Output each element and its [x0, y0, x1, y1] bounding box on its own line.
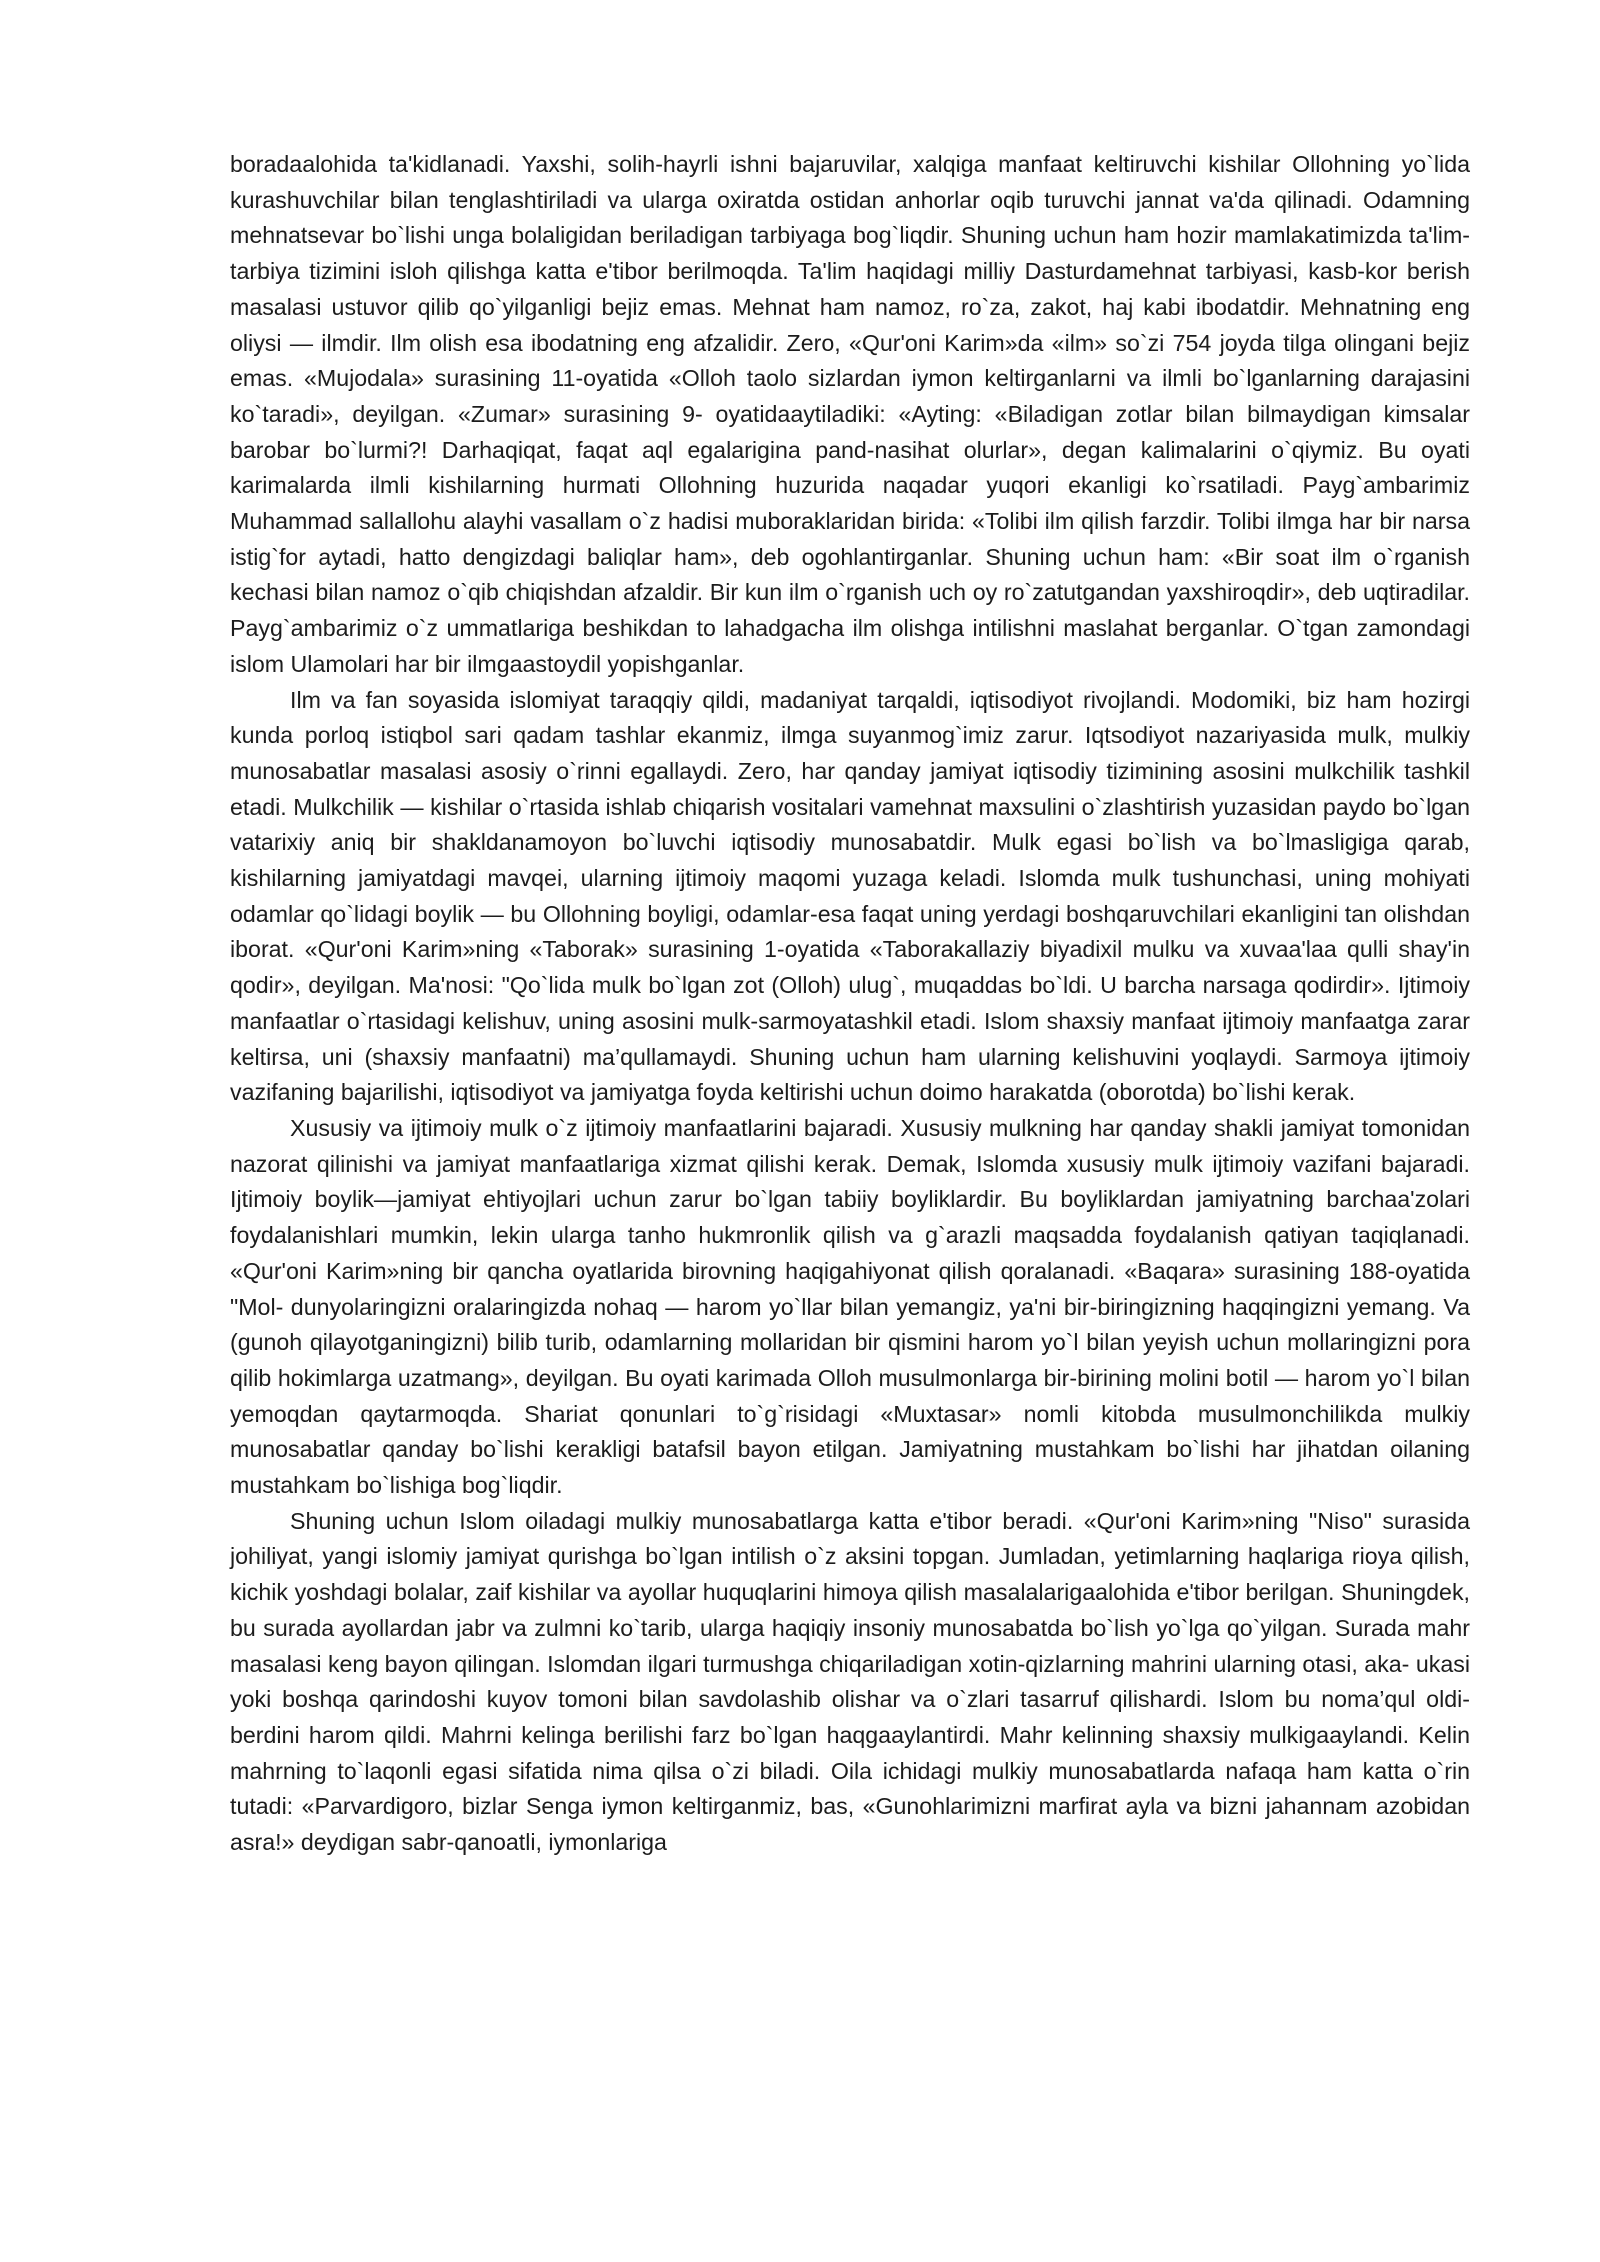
paragraph: Xususiy va ijtimoiy mulk o`z ijtimoiy manfaatlarini bajaradi. Xususiy mulkning har qanday shakli jamiyat tomonidan nazorat qilinishi va jamiyat manfaatlariga xizmat qilishi kerak. Demak, Islomda xususiy mulk ijtimoiy vazifani bajaradi. Ijtimoiy boylik—jamiyat ehtiyojlari uchun zarur bo`lgan tabiiy boyliklardir. Bu boyliklardan jamiyatning barchaa'zolari foydalanishlari mumkin, lekin ularga tanho hukmronlik qilish va g`arazli maqsadda foydalanish qatiyan taqiqlanadi. «Qur'oni Karim»ning bir qancha oyatlarida birovning haqigahiyonat qilish qoralanadi. «Baqara» surasining 188-oyatida "Mol- dunyolaringizni oralaringizda nohaq — harom yo`llar bilan yemangiz, ya'ni bir-biringizning haqqingizni yemang. Va (gunoh qilayotganingizni) bilib turib, odamlarning mollaridan bir qismini harom yo`l bilan yeyish uchun mollaringizni pora qilib hokimlarga uzatmang», deyilgan. Bu oyati karimada Olloh musulmonlarga bir-birining molini botil — harom yo`l bilan yemoqdan qaytarmoqda. Shariat qonunlari to`g`risidagi «Muxtasar» nomli kitobda musulmonchilikda mulkiy munosabatlar qanday bo`lishi kerakligi batafsil bayon etilgan. Jamiyatning mustahkam bo`lishi har jihatdan oilaning mustahkam bo`lishiga bog`liqdir. [230, 1114, 1470, 1499]
document-page [230, 147, 1470, 1861]
paragraph: boradaalohida ta'kidlanadi. Yaxshi, solih-hayrli ishni bajaruvilar, xalqiga manfaat keltiruvchi kishilar Ollohning yo`lida kurashuvchilar bilan tenglashtiriladi va ularga oxiratda ostidan anhorlar oqib turuvchi jannat va'da qilinadi. Odamning mehnatsevar bo`lishi unga bolaligidan beriladigan tarbiyaga bog`liqdir. Shuning uchun ham hozir mamlakatimizda ta'lim-tarbiya tizimini isloh qilishga katta e'tibor berilmoqda. Ta'lim haqidagi milliy Dasturdamehnat tarbiyasi, kasb-kor berish masalasi ustuvor qilib qo`yilganligi bejiz emas. Mehnat ham namoz, ro`za, zakot, haj kabi ibodatdir. Mehnatning eng oliysi — ilmdir. Ilm olish esa ibodatning eng afzalidir. Zero, «Qur'oni Karim»da «ilm» so`zi 754 joyda tilga olingani bejiz emas. «Mujodala» surasining 11-oyatida «Olloh taolo sizlardan iymon keltirganlarni va ilmli bo`lganlarning darajasini ko`taradi», deyilgan. «Zumar» surasining 9- oyatidaaytiladiki: «Ayting: «Biladigan zotlar bilan bilmaydigan kimsalar barobar bo`lurmi?! Darhaqiqat, faqat aql egalarigina pand-nasihat olurlar», degan kalimalarini o`qiymiz. Bu oyati karimalarda ilmli kishilarning hurmati Ollohning huzurida naqadar yuqori ekanligi ko`rsatiladi. Payg`ambarimiz Muhammad sallallohu alayhi vasallam o`z hadisi muboraklaridan birida: «Tolibi ilm qilish farzdir. Tolibi ilmga har bir narsa istig`for aytadi, hatto dengizdagi baliqlar ham», deb ogohlantirganlar. Shuning uchun ham: «Bir soat ilm o`rganish kechasi bilan namoz o`qib chiqishdan afzaldir. Bir kun ilm o`rganish uch oy ro`zatutgandan yaxshiroqdir», deb uqtiradilar. Payg`ambarimiz o`z ummatlariga beshikdan to lahadgacha ilm olishga intilishni maslahat berganlar. O`tgan zamondagi islom Ulamolari har bir ilmgaastoydil yopishganlar. [230, 151, 1470, 677]
paragraph: Shuning uchun Islom oiladagi mulkiy munosabatlarga katta e'tibor beradi. «Qur'oni Karim»ning "Niso" surasida johiliyat, yangi islomiy jamiyat qurishga bo`lgan intilish o`z aksini topgan. Jumladan, yetimlarning haqlariga rioya qilish, kichik yoshdagi bolalar, zaif kishilar va ayollar huquqlarini himoya qilish masalalarigaalohida e'tibor berilgan. Shuningdek, bu surada ayollardan jabr va zulmni ko`tarib, ularga haqiqiy insoniy munosabatda bo`lish yo`lga qo`yilgan. Surada mahr masalasi keng bayon qilingan. Islomdan ilgari turmushga chiqariladigan xotin-qizlarning mahrini ularning otasi, aka- ukasi yoki boshqa qarindoshi kuyov tomoni bilan savdolashib olishar va o`zlari tasarruf qilishardi. Islom bu noma’qul oldi-berdini harom qildi. Mahrni kelinga berilishi farz bo`lgan haqgaaylantirdi. Mahr kelinning shaxsiy mulkigaaylandi. Kelin mahrning to`laqonli egasi sifatida nima qilsa o`zi biladi. Oila ichidagi mulkiy munosabatlarda nafaqa ham katta o`rin tutadi: «Parvardigoro, bizlar Senga iymon keltirganmiz, bas, «Gunohlarimizni marfirat ayla va bizni jahannam azobidan asra!» deydigan sabr-qanoatli, iymonlariga [230, 1507, 1470, 1856]
paragraph: Ilm va fan soyasida islomiyat taraqqiy qildi, madaniyat tarqaldi, iqtisodiyot rivojlandi. Modomiki, biz ham hozirgi kunda porloq istiqbol sari qadam tashlar ekanmiz, ilmga suyanmog`imiz zarur. Iqtsodiyot nazariyasida mulk, mulkiy munosabatlar masalasi asosiy o`rinni egallaydi. Zero, har qanday jamiyat iqtisodiy tizimining asosini mulkchilik tashkil etadi. Mulkchilik — kishilar o`rtasida ishlab chiqarish vositalari vamehnat maxsulini o`zlashtirish yuzasidan paydo bo`lgan vatarixiy aniq bir shakldanamoyon bo`luvchi iqtisodiy munosabatdir. Mulk egasi bo`lish va bo`lmasligiga qarab, kishilarning jamiyatdagi mavqei, ularning ijtimoiy maqomi yuzaga keladi. Islomda mulk tushunchasi, uning mohiyati odamlar qo`lidagi boylik — bu Ollohning boyligi, odamlar-esa faqat uning yerdagi boshqaruvchilari ekanligini tan olishdan iborat. «Qur'oni Karim»ning «Taborak» surasining 1-oyatida «Taborakallaziy biyadixil mulku va xuvaa'laa qulli shay'in qodir», deyilgan. Ma'nosi: "Qo`lida mulk bo`lgan zot (Olloh) ulug`, muqaddas bo`ldi. U barcha narsaga qodirdir». Ijtimoiy manfaatlar o`rtasidagi kelishuv, uning asosini mulk-sarmoyatashkil etadi. Islom shaxsiy manfaat ijtimoiy manfaatga zarar keltirsa, uni (shaxsiy manfaatni) ma’qullamaydi. Shuning uchun ham ularning kelishuvini yoqlaydi. Sarmoya ijtimoiy vazifaning bajarilishi, iqtisodiyot va jamiyatga foyda keltirishi uchun doimo harakatda (oborotda) bo`lishi kerak. [230, 686, 1470, 1106]
